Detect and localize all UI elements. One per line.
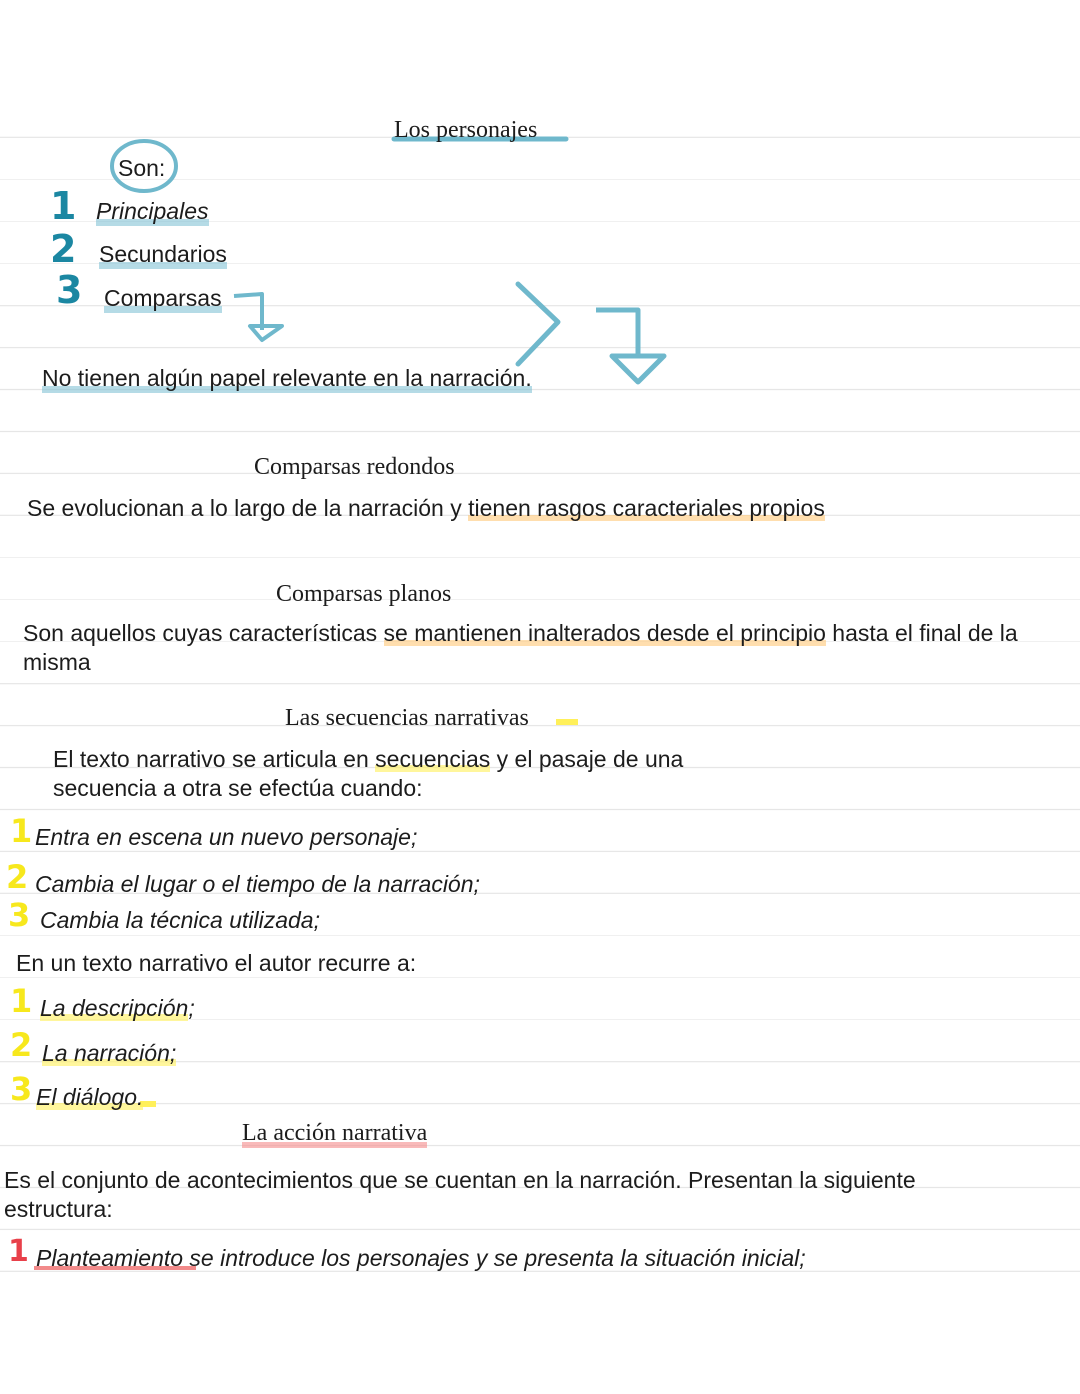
comparsas-note: No tienen algún papel relevante en la narración.	[42, 365, 532, 391]
list-number: 3	[56, 268, 83, 312]
secuencias-intro-line1	[53, 745, 683, 774]
section-title-accion: La acción narrativa	[242, 1120, 428, 1146]
list-number: 2	[6, 858, 29, 896]
recurso-suffix: ;	[188, 995, 195, 1021]
list-number: 2	[10, 1026, 33, 1064]
list-number: 3	[10, 1070, 33, 1108]
chevron-right-icon	[518, 284, 558, 364]
section-title-secuencias: Las secuencias narrativas	[285, 705, 529, 731]
comparsas-arrow	[234, 294, 282, 340]
secuencia-case: Cambia el lugar o el tiempo de la narración;	[35, 871, 480, 897]
list-number: 1	[10, 982, 33, 1020]
list-number: 3	[8, 896, 31, 934]
planos-text-c: hasta el final de la misma	[23, 620, 1018, 675]
redondos-text-b: tienen rasgos caracteriales propios	[468, 495, 825, 521]
secuencia-case: Entra en escena un nuevo personaje;	[35, 824, 418, 850]
recurre-text: En un texto narrativo el autor recurre a:	[16, 950, 417, 976]
recurso-text: La descripción	[40, 995, 189, 1021]
redondos-text	[27, 494, 825, 523]
list-number: 2	[50, 227, 77, 271]
planos-text	[23, 619, 1063, 677]
accion-item-text: se introduce los personajes y se presenta la situación inicial;	[183, 1245, 806, 1271]
accion-line2: estructura:	[4, 1196, 113, 1222]
section-title-redondos: Comparsas redondos	[254, 454, 455, 480]
planos-text-a: Son aquellos cuyas características	[23, 620, 384, 646]
list-number: 1	[50, 184, 77, 228]
redondos-text-a: Se evolucionan a lo largo de la narración y	[27, 495, 469, 521]
recurso-item	[42, 1039, 176, 1068]
intro-b: secuencias	[375, 746, 491, 772]
recurso-text: La narración;	[42, 1040, 177, 1066]
secuencias-intro-line2: secuencia a otra se efectúa cuando:	[53, 775, 423, 801]
recurso-item	[36, 1083, 143, 1112]
intro-c: y el pasaje de una	[490, 746, 684, 772]
section-title-personajes: Los personajes	[394, 117, 538, 143]
personaje-principales: Principales	[96, 198, 209, 224]
intro-a: El texto narrativo se articula en	[53, 746, 376, 772]
accion-term: Planteamiento	[36, 1245, 184, 1271]
planos-text-b: se mantienen inalterados desde el principio	[383, 620, 826, 646]
secuencia-case: Cambia la técnica utilizada;	[40, 907, 320, 933]
down-arrow-icon	[596, 310, 664, 382]
personaje-comparsas: Comparsas	[104, 285, 222, 311]
list-number: 1	[10, 812, 33, 850]
recurso-item	[40, 994, 195, 1023]
accion-line1: Es el conjunto de acontecimientos que se cuentan en la narración. Presentan la siguiente	[4, 1167, 916, 1193]
son-label: Son:	[118, 155, 166, 181]
accion-item	[36, 1244, 806, 1273]
list-number: 1	[8, 1234, 29, 1269]
recurso-text: El diálogo.	[36, 1084, 144, 1110]
personaje-secundarios: Secundarios	[99, 241, 227, 267]
section-title-planos: Comparsas planos	[276, 581, 452, 607]
